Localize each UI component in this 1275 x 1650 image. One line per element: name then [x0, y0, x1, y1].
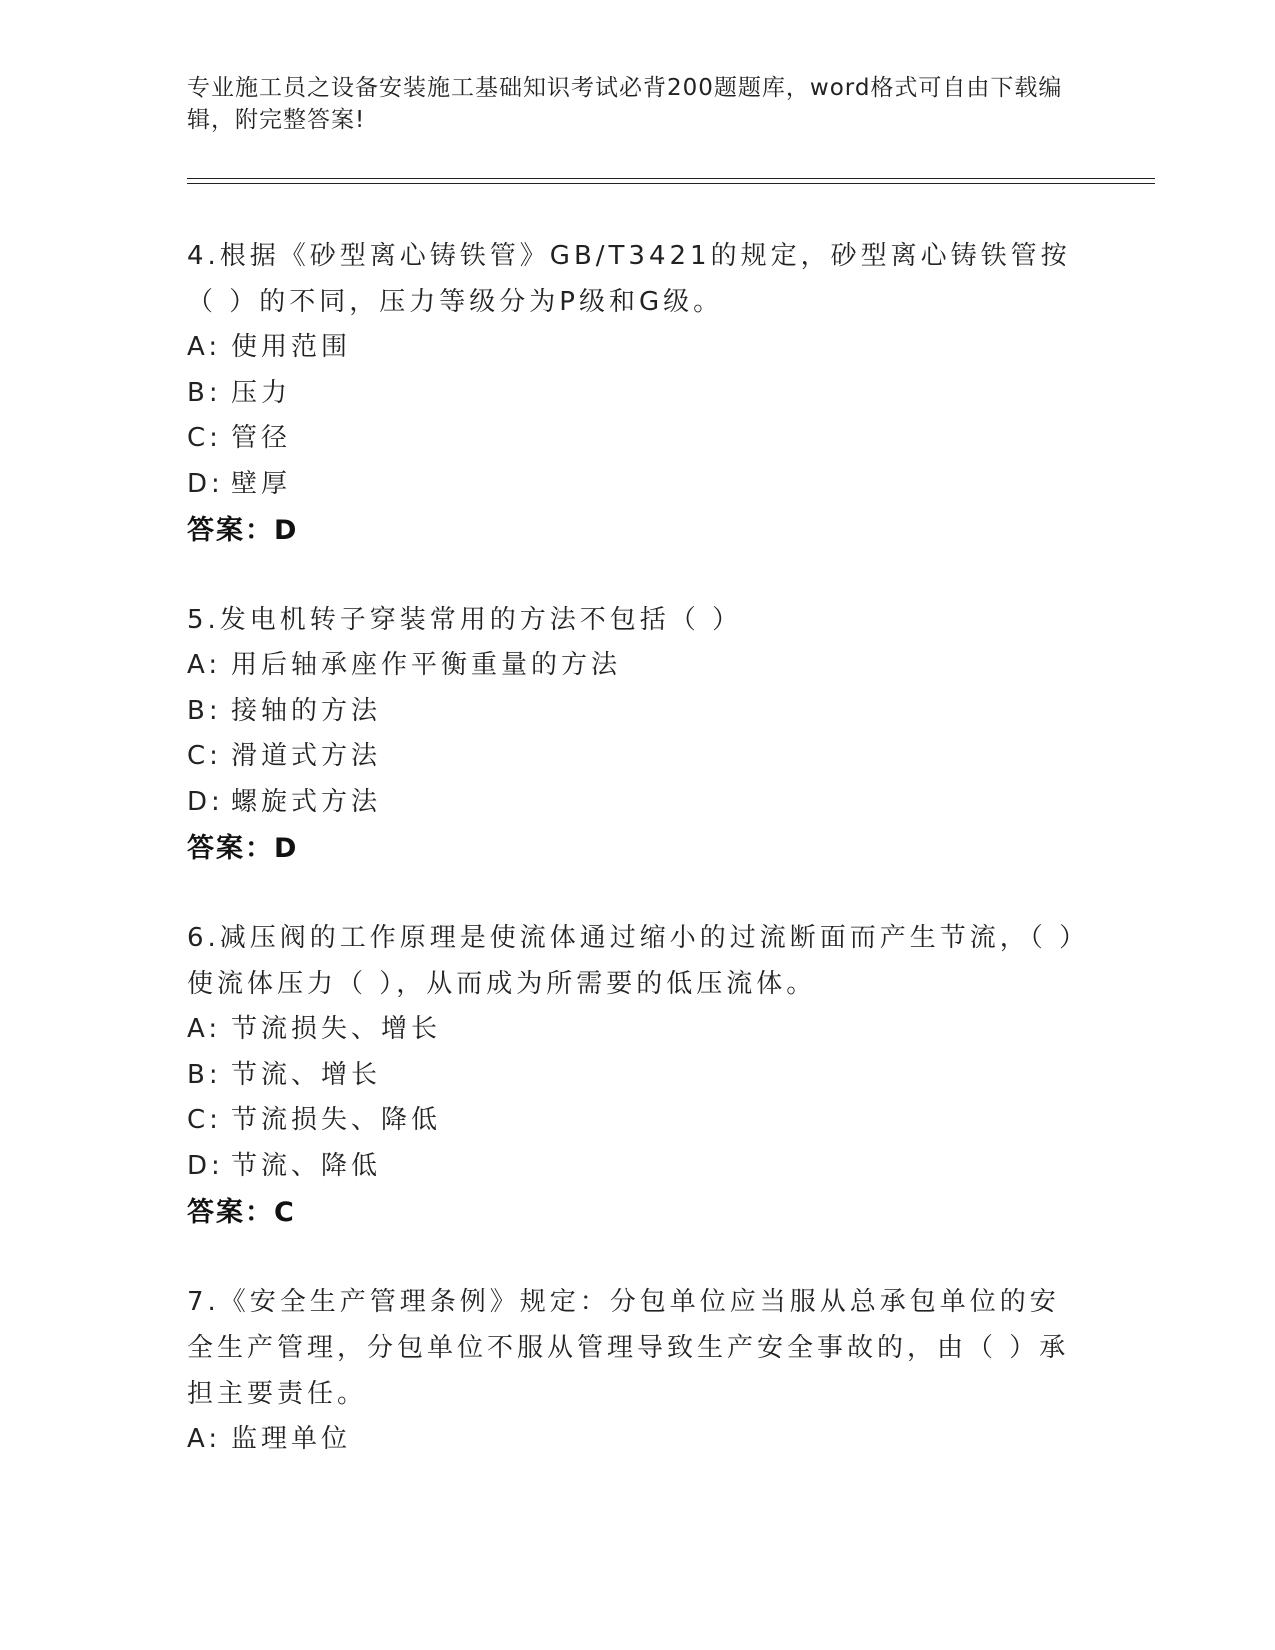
- question-5: [187, 597, 1087, 872]
- option-letter: D:: [187, 1150, 224, 1181]
- option-text: 节流、增长: [231, 1059, 382, 1090]
- question-stem: 4.根据《砂型离心铸铁管》GB/T3421的规定，砂型离心铸铁管按（ ）的不同，压力等级分为P级和G级。: [187, 241, 1071, 317]
- option-c: [187, 1098, 1087, 1144]
- option-letter: B:: [187, 1059, 222, 1090]
- option-letter: A:: [187, 332, 222, 362]
- option-b: [187, 1053, 1087, 1099]
- option-letter: C:: [187, 741, 222, 771]
- option-text: 接轴的方法: [231, 695, 382, 726]
- option-text: 监理单位: [231, 1424, 352, 1454]
- option-letter: B:: [187, 695, 222, 726]
- option-d: [187, 1144, 1087, 1190]
- question-stem: 6.减压阀的工作原理是使流体通过缩小的过流断面而产生节流，（ ）使流体压力（ ），从而成为所需要的低压流体。: [187, 923, 1077, 999]
- document-header: [187, 72, 1067, 136]
- option-text: 使用范围: [231, 332, 352, 362]
- header-divider-top: [187, 178, 1155, 179]
- option-b: [187, 371, 1087, 417]
- option-letter: C:: [187, 1105, 222, 1135]
- answer: 答案：C: [187, 1197, 296, 1228]
- option-a: [187, 1007, 1087, 1053]
- option-text: 节流损失、增长: [231, 1014, 442, 1044]
- option-d: [187, 462, 1087, 508]
- option-text: 滑道式方法: [231, 741, 382, 771]
- option-a: [187, 643, 1087, 689]
- option-c: [187, 416, 1087, 462]
- option-text: 压力: [231, 377, 292, 408]
- header-divider-bottom: [187, 183, 1155, 184]
- option-letter: D:: [187, 468, 224, 499]
- option-d: [187, 780, 1087, 826]
- option-letter: D:: [187, 786, 224, 817]
- option-text: 节流损失、降低: [231, 1105, 442, 1135]
- question-6: [187, 915, 1087, 1236]
- question-stem: 5.发电机转子穿装常用的方法不包括（ ）: [187, 605, 743, 635]
- option-b: [187, 689, 1087, 735]
- answer: 答案：D: [187, 833, 299, 864]
- answer: 答案：D: [187, 515, 299, 546]
- option-text: 节流、降低: [231, 1150, 382, 1181]
- option-text: 螺旋式方法: [231, 786, 382, 817]
- option-a: [187, 325, 1087, 371]
- option-text: 管径: [231, 423, 292, 453]
- question-4: [187, 233, 1087, 554]
- header-title: 专业施工员之设备安装施工基础知识考试必背200题题库，word格式可自由下载编辑，附完整答案!: [187, 75, 1063, 133]
- question-list: [187, 233, 1087, 1506]
- option-letter: A:: [187, 1014, 222, 1044]
- question-stem: 7.《安全生产管理条例》规定：分包单位应当服从总承包单位的安全生产管理，分包单位不服从管理导致生产安全事故的，由（ ）承担主要责任。: [187, 1287, 1070, 1409]
- option-letter: A:: [187, 650, 222, 680]
- option-c: [187, 734, 1087, 780]
- option-letter: A:: [187, 1424, 222, 1454]
- option-letter: C:: [187, 423, 222, 453]
- question-7: [187, 1279, 1087, 1463]
- option-letter: B:: [187, 377, 222, 408]
- option-text: 壁厚: [231, 468, 292, 499]
- option-a: [187, 1417, 1087, 1463]
- option-text: 用后轴承座作平衡重量的方法: [231, 650, 622, 680]
